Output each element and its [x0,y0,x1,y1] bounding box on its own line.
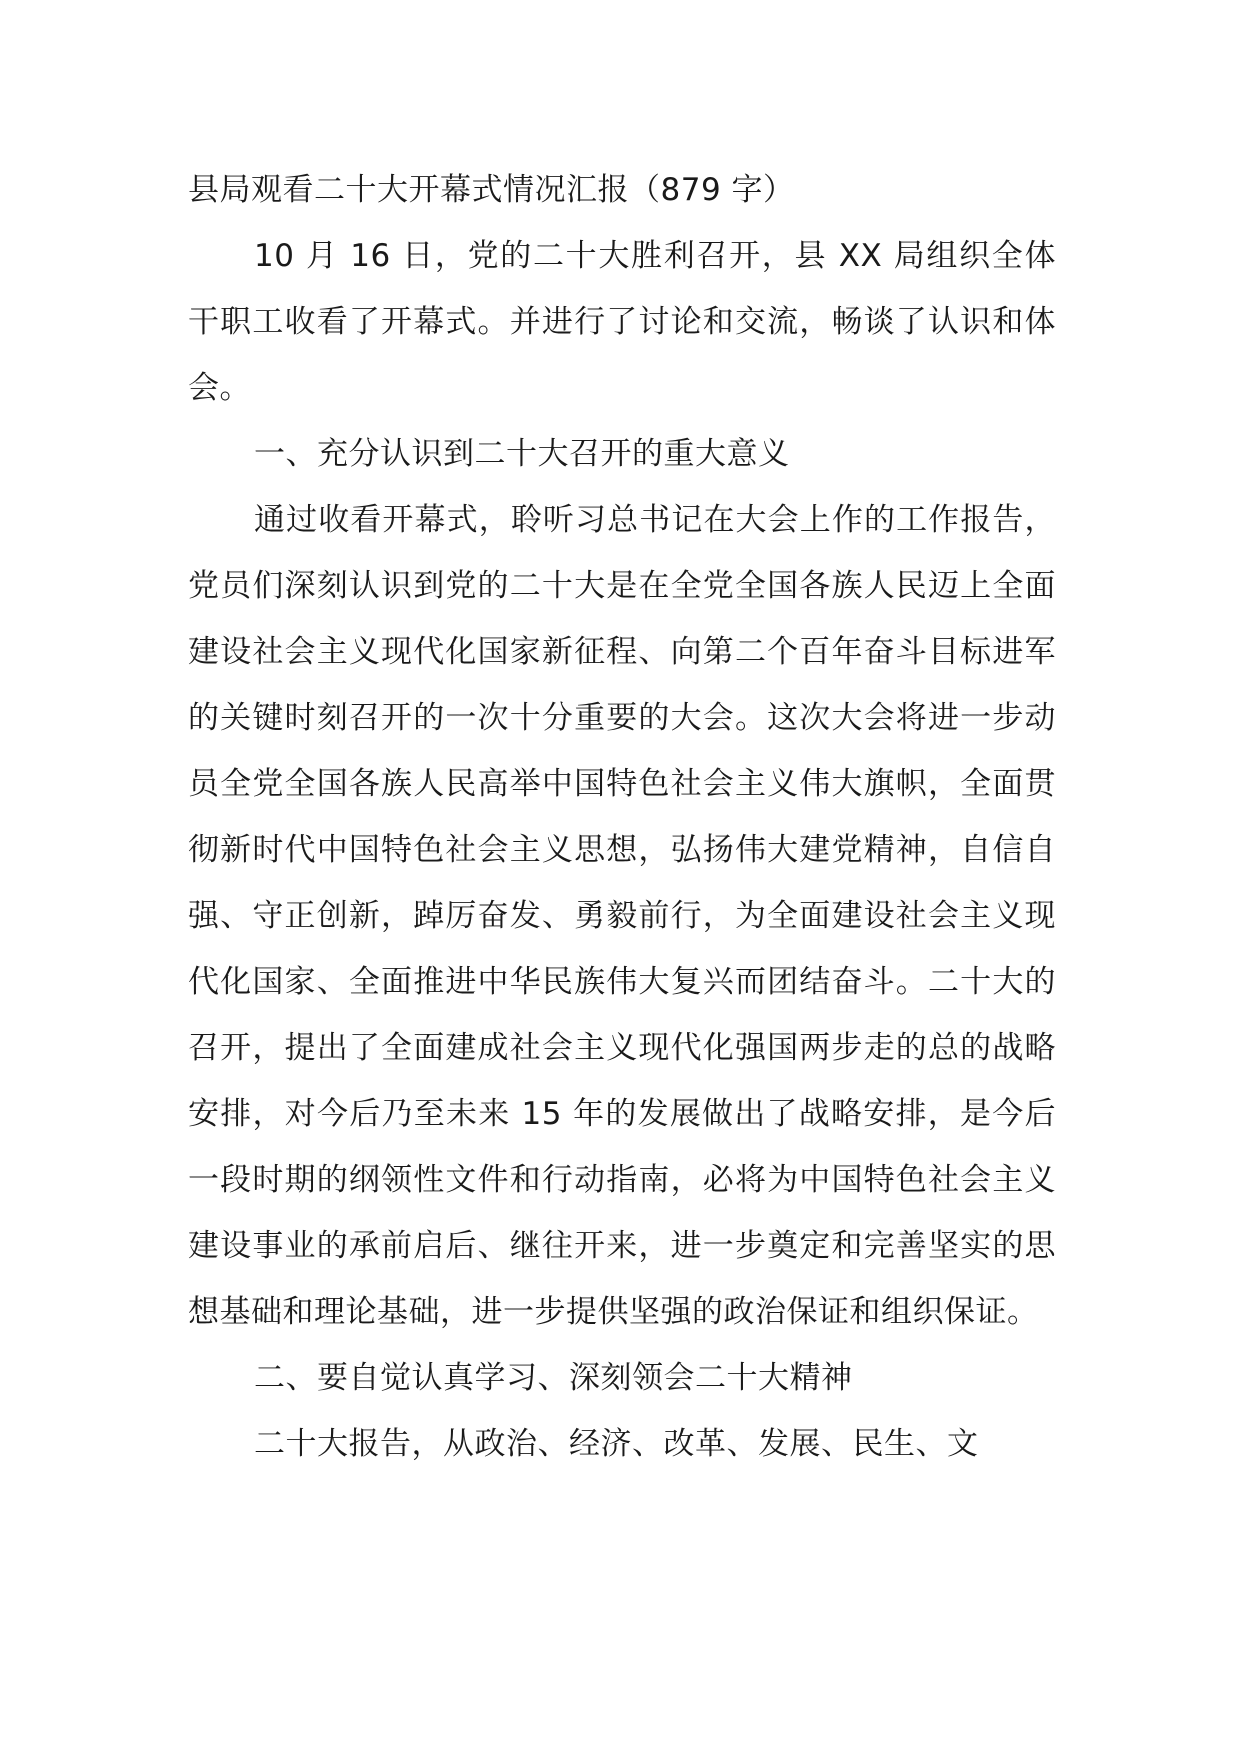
document-body [188,157,1056,1477]
document-title: 县局观看二十大开幕式情况汇报（879 字） [188,172,795,208]
section-heading-1: 一、充分认识到二十大召开的重大意义 [254,436,790,472]
paragraph-section-1: 通过收看开幕式，聆听习总书记在大会上作的工作报告，党员们深刻认识到党的二十大是在全党全国各族人民迈上全面建设社会主义现代化国家新征程、向第二个百年奋斗目标进军的关键时刻召开的一次十分重要的大会。这次大会将进一步动员全党全国各族人民高举中国特色社会主义伟大旗帜，全面贯彻新时代中国特色社会主义思想，弘扬伟大建党精神，自信自强、守正创新，踔厉奋发、勇毅前行，为全面建设社会主义现代化国家、全面推进中华民族伟大复兴而团结奋斗。二十大的召开，提出了全面建成社会主义现代化强国两步走的总的战略安排，对今后乃至未来 15 年的发展做出了战略安排，是今后一段时期的纲领性文件和行动指南，必将为中国特色社会主义建设事业的承前启后、继往开来，进一步奠定和完善坚实的思想基础和理论基础，进一步提供坚强的政治保证和组织保证。 [188,502,1056,1330]
section-heading-2: 二、要自觉认真学习、深刻领会二十大精神 [254,1360,853,1396]
paragraph-section-2: 二十大报告，从政治、经济、改革、发展、民生、文 [254,1426,979,1462]
paragraph-intro: 10 月 16 日，党的二十大胜利召开，县 XX 局组织全体干职工收看了开幕式。并进行了讨论和交流，畅谈了认识和体会。 [188,238,1056,406]
